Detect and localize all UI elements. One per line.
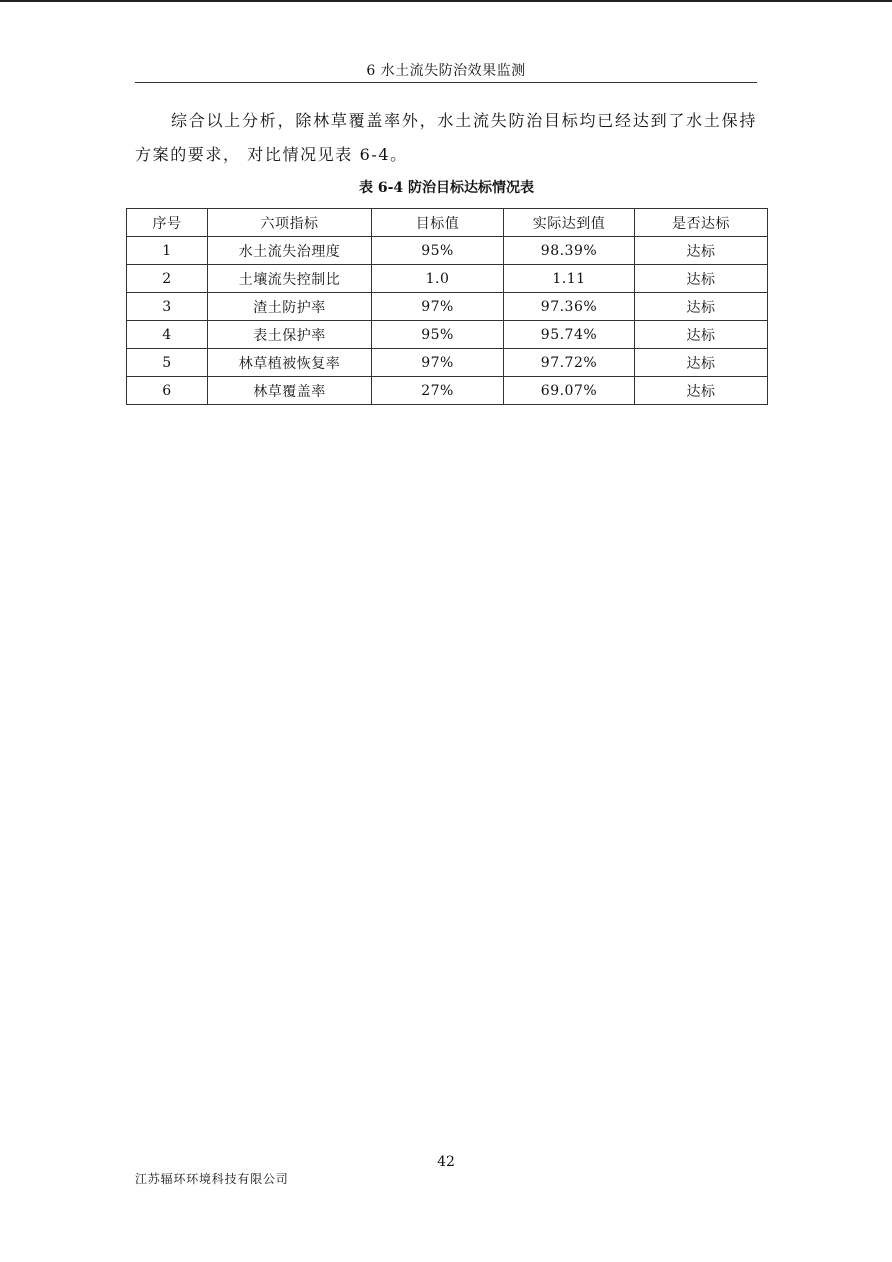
footer-company-name: 江苏辐环环境科技有限公司 (135, 1172, 289, 1186)
cell-indicator: 土壤流失控制比 (208, 265, 372, 293)
header-divider (135, 82, 757, 83)
cell-actual: 97.72% (504, 349, 635, 377)
cell-index: 1 (127, 237, 208, 265)
cell-indicator: 水土流失治理度 (208, 237, 372, 265)
cell-actual: 97.36% (504, 293, 635, 321)
cell-target: 97% (372, 293, 504, 321)
cell-target: 1.0 (372, 265, 504, 293)
cell-status: 达标 (635, 237, 768, 265)
table-header-row (127, 209, 768, 237)
cell-index: 3 (127, 293, 208, 321)
cell-status: 达标 (635, 321, 768, 349)
cell-actual: 69.07% (504, 377, 635, 405)
cell-indicator: 渣土防护率 (208, 293, 372, 321)
targets-table (126, 208, 768, 405)
cell-actual: 95.74% (504, 321, 635, 349)
cell-index: 2 (127, 265, 208, 293)
cell-target: 95% (372, 321, 504, 349)
cell-index: 5 (127, 349, 208, 377)
table-row (127, 377, 768, 405)
column-header-indicator: 六项指标 (208, 209, 372, 237)
cell-indicator: 林草植被恢复率 (208, 349, 372, 377)
cell-actual: 98.39% (504, 237, 635, 265)
cell-index: 6 (127, 377, 208, 405)
cell-indicator: 林草覆盖率 (208, 377, 372, 405)
running-header-title: 6 水土流失防治效果监测 (366, 63, 526, 79)
cell-target: 95% (372, 237, 504, 265)
cell-target: 27% (372, 377, 504, 405)
cell-actual: 1.11 (504, 265, 635, 293)
page-number: 42 (437, 1154, 455, 1170)
column-header-status: 是否达标 (635, 209, 768, 237)
cell-status: 达标 (635, 377, 768, 405)
top-border-line (0, 0, 892, 2)
cell-status: 达标 (635, 265, 768, 293)
table-caption: 表 6-4 防治目标达标情况表 (358, 180, 535, 196)
column-header-actual: 实际达到值 (504, 209, 635, 237)
table-row (127, 265, 768, 293)
table-row (127, 321, 768, 349)
column-header-target: 目标值 (372, 209, 504, 237)
column-header-index: 序号 (127, 209, 208, 237)
cell-status: 达标 (635, 293, 768, 321)
cell-target: 97% (372, 349, 504, 377)
table-row (127, 237, 768, 265)
cell-indicator: 表土保护率 (208, 321, 372, 349)
table-row (127, 349, 768, 377)
body-paragraph: 综合以上分析，除林草覆盖率外，水土流失防治目标均已经达到了水土保持方案的要求， 对比情况见表 6-4。 (135, 111, 757, 164)
table-row (127, 293, 768, 321)
cell-index: 4 (127, 321, 208, 349)
cell-status: 达标 (635, 349, 768, 377)
